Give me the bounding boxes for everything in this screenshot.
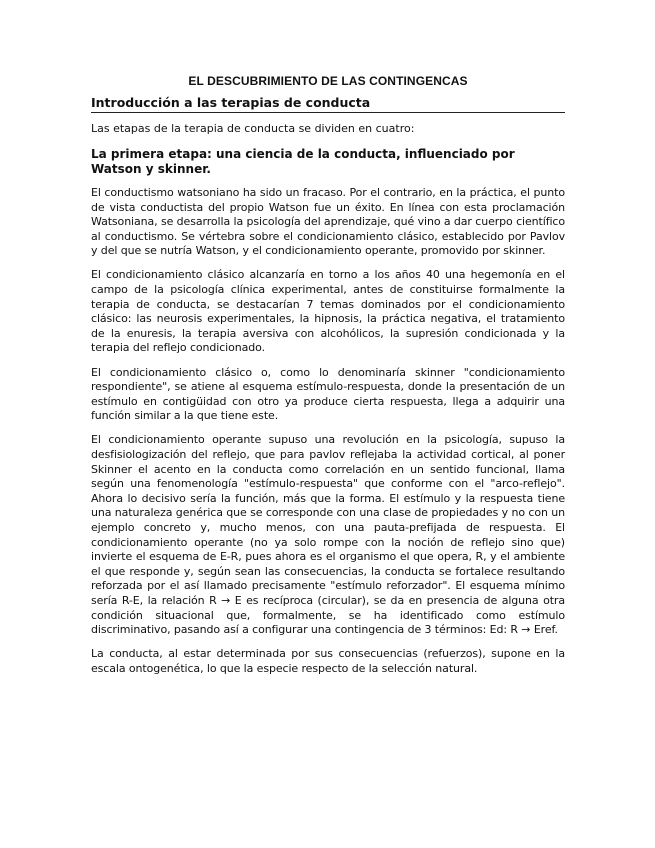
document-page (91, 74, 565, 676)
stage-subheading: La primera etapa: una ciencia de la conducta, influenciado por Watson y skinner. (91, 147, 515, 176)
document-title: EL DESCUBRIMIENTO DE LAS CONTINGENCAS (188, 74, 468, 88)
intro-paragraph: Las etapas de la terapia de conducta se dividen en cuatro: (91, 122, 415, 135)
section-heading: Introducción a las terapias de conducta (91, 95, 565, 113)
body-paragraph-3: El condicionamiento clásico o, como lo denominaría skinner "condicionamiento respondiente", se atiene al esquema estímulo-respuesta, donde la presentación de un estímulo en contigüidad con otro ya produce cierta respuesta, llega a adquirir una función similar a la que tiene este. (91, 365, 565, 423)
body-paragraph-4: El condicionamiento operante supuso una revolución en la psicología, supuso la desfisiologización del reflejo, que para pavlov reflejaba la actividad cortical, al poner Skinner el acento en la conducta como correlación en un sentido funcional, llama según una fenomenología "estímulo-respuesta" que conforme con el "arco-reflejo". Ahora lo decisivo sería la función, más que la forma. El estímulo y la respuesta tiene una naturaleza genérica que se corresponde con una clase de propiedades y no con un ejemplo concreto y, mucho menos, con una pauta-prefijada de respuesta. El condicionamiento operante (no ya solo rompe con la noción de reflejo sino que) invierte el esquema de E-R, pues ahora es el organismo el que opera, R, y el ambiente el que responde y, según sean las consecuencias, la conducta se fortalece resultando reforzada por el así llamado precisamente "estímulo reforzador". El esquema mínimo sería R-E, la relación R → E es recíproca (circular), se da en presencia de alguna otra condición situacional que, formalmente, se ha identificado como estímulo discriminativo, pasando así a configurar una contingencia de 3 términos: Ed: R → Eref. (91, 433, 565, 637)
body-paragraph-1: El conductismo watsoniano ha sido un fracaso. Por el contrario, en la práctica, el punto de vista conductista del propio Watson fue un éxito. En línea con esta proclamación Watsoniana, se desarrolla la psicología del aprendizaje, qué vino a dar cuerpo científico al conductismo. Se vértebra sobre el condicionamiento clásico, establecido por Pavlov y del que se nutría Watson, y el condicionamiento operante, promovido por skinner. (91, 186, 565, 258)
body-paragraph-5: La conducta, al estar determinada por sus consecuencias (refuerzos), supone en la escala ontogenética, lo que la especie respecto de la selección natural. (91, 647, 565, 675)
body-paragraph-2: El condicionamiento clásico alcanzaría en torno a los años 40 una hegemonía en el campo de la psicología clínica experimental, antes de constituirse formalmente la terapia de conducta, se destacarían 7 temas dominados por el condicionamiento clásico: las neurosis experimentales, la hipnosis, la práctica negativa, el tratamiento de la enuresis, la terapia aversiva con alcohólicos, la supresión condicionada y la terapia del reflejo condicionado. (91, 268, 565, 355)
